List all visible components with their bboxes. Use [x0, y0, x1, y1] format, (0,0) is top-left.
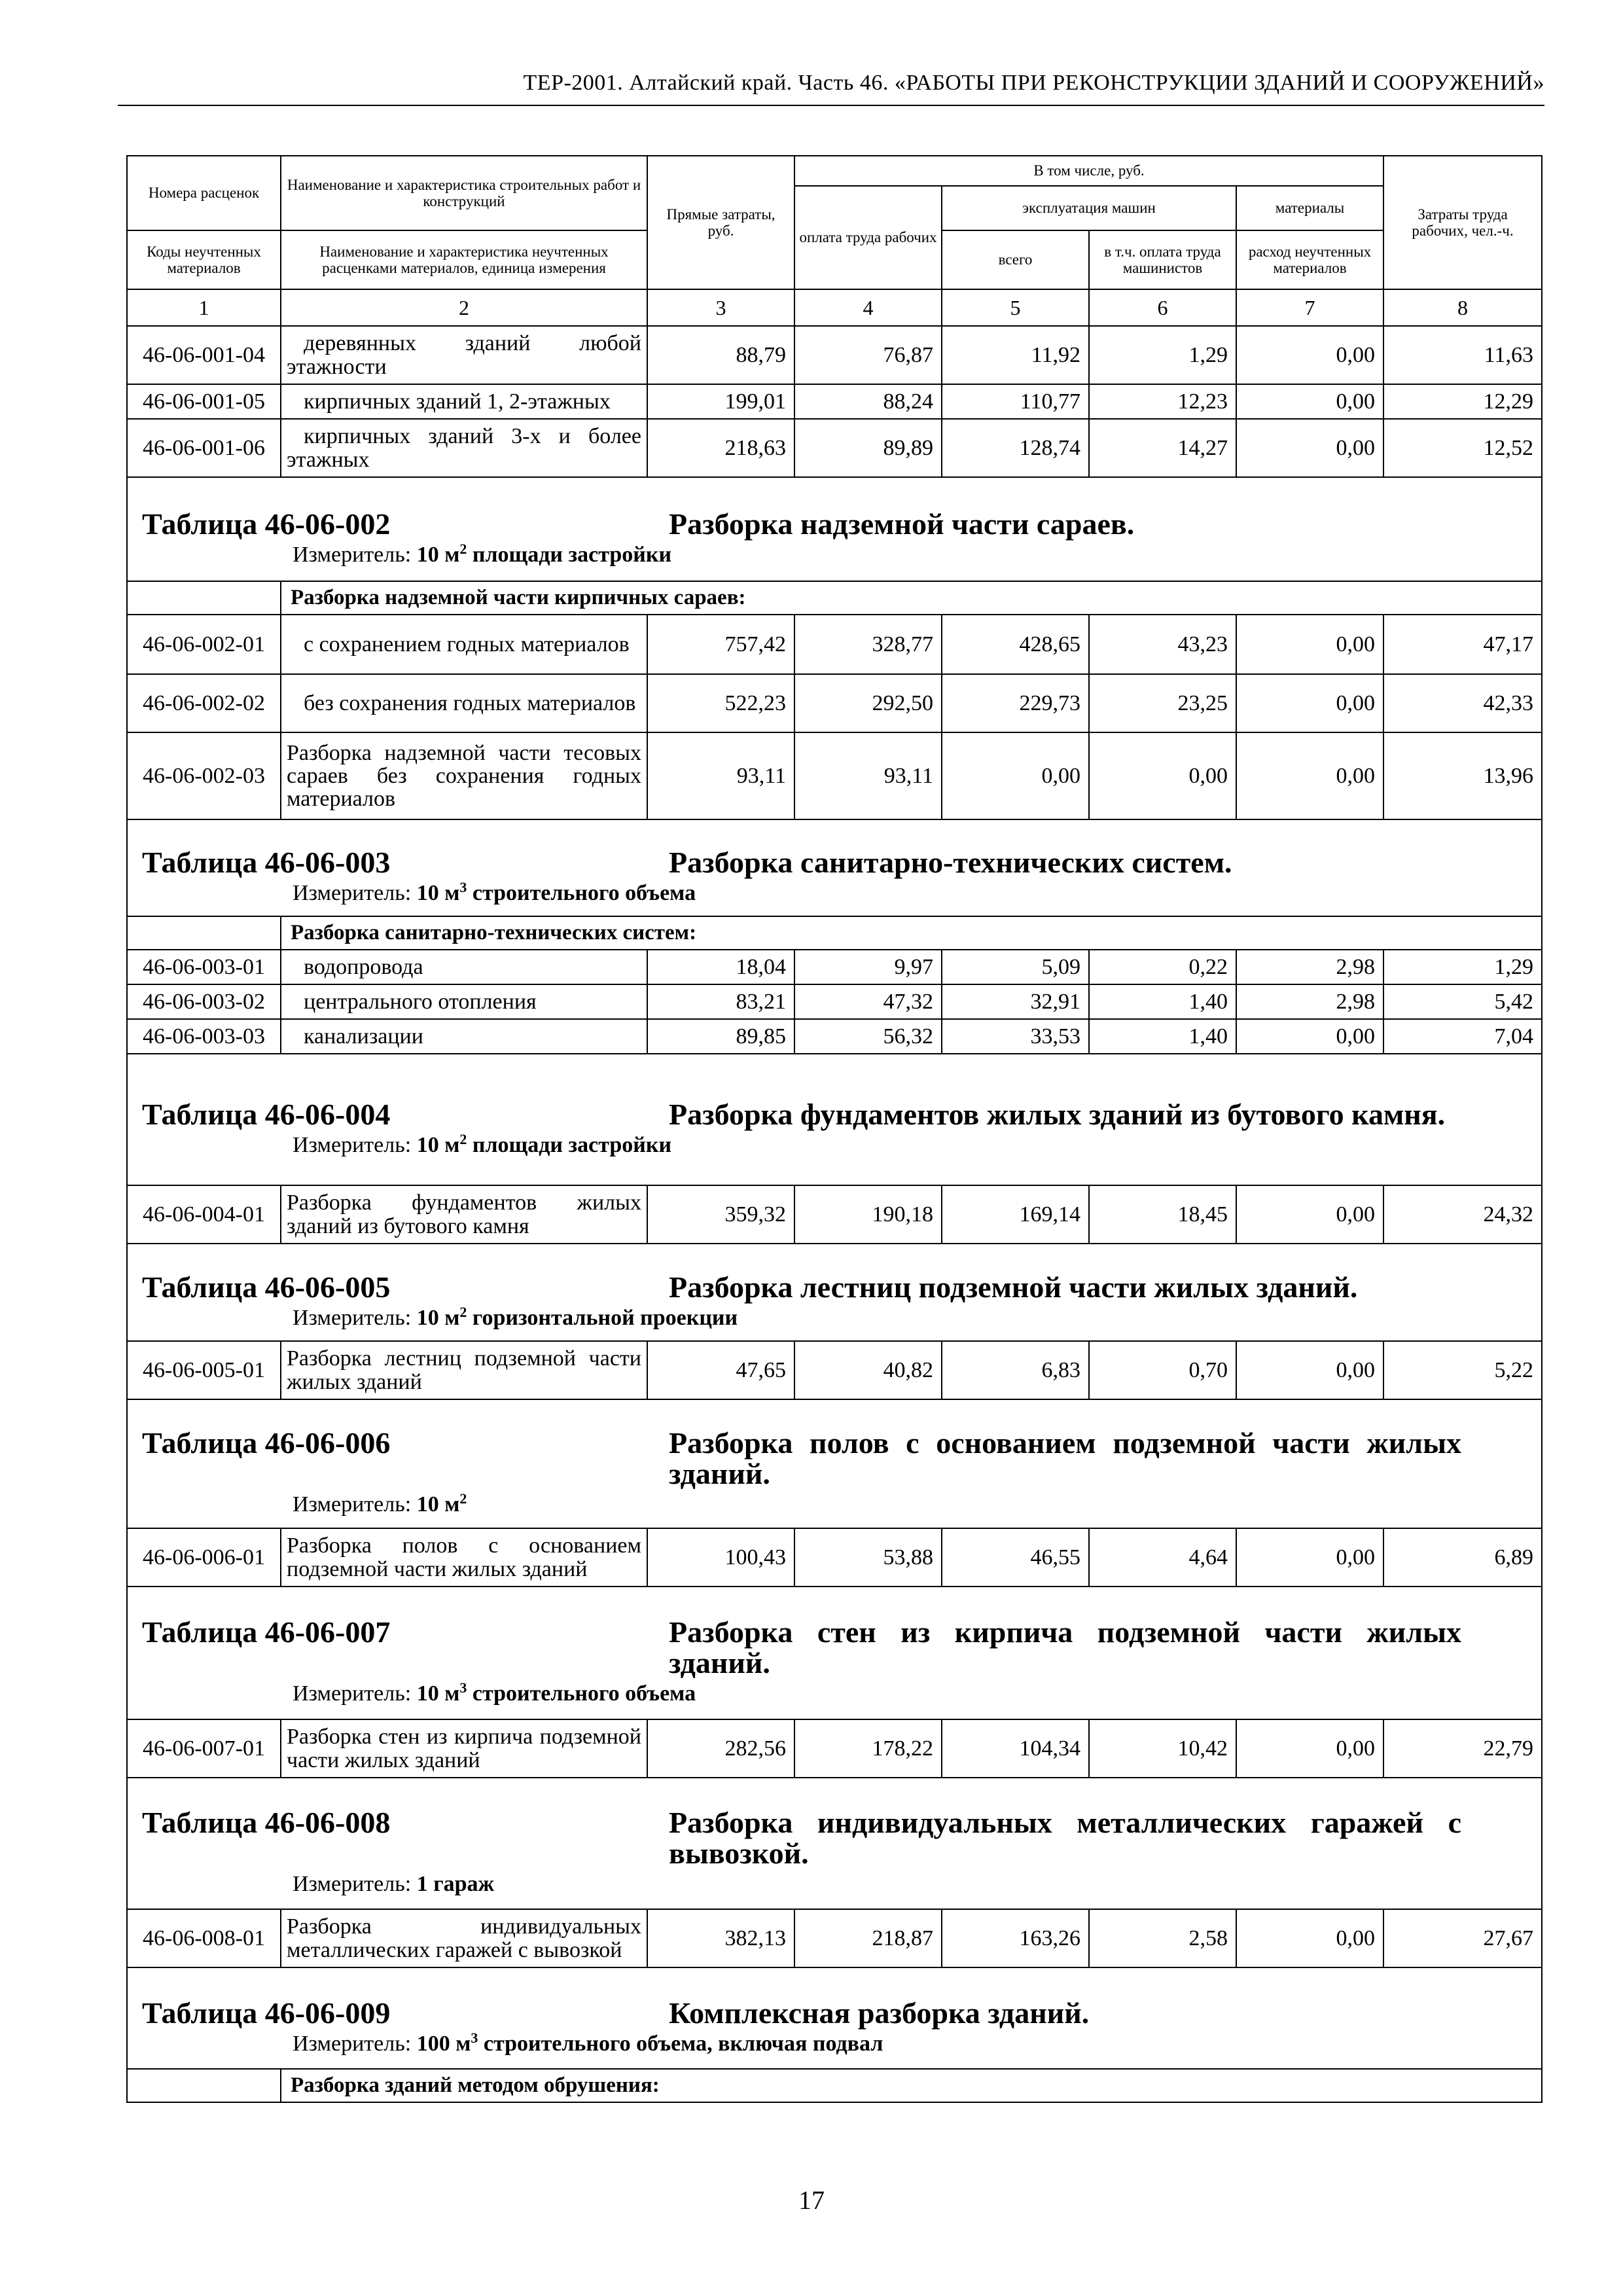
work-name: Разборка фундаментов жилых зданий из бутового камня	[281, 1185, 647, 1244]
direct-cost: 18,04	[647, 950, 794, 984]
running-header: ТЕР-2001. Алтайский край. Часть 46. «РАБОТЫ ПРИ РЕКОНСТРУКЦИИ ЗДАНИЙ И СООРУЖЕНИЙ»	[523, 71, 1544, 95]
measure-rest: площади застройки	[467, 1132, 672, 1157]
table-title: Разборка стен из кирпича подземной части жилых зданий.	[669, 1615, 1462, 1680]
section-header	[127, 1399, 1542, 1528]
labor-pay: 56,32	[794, 1019, 942, 1054]
table-title: Разборка санитарно-технических систем.	[669, 846, 1232, 880]
work-name: Разборка полов с основанием подземной части жилых зданий	[281, 1528, 647, 1587]
rate-code: 46-06-003-01	[127, 950, 281, 984]
machinists-pay: 18,45	[1089, 1185, 1236, 1244]
work-name: деревянных зданий любой этажности	[281, 326, 647, 384]
measure-unit	[293, 541, 1527, 569]
work-name: кирпичных зданий 3-х и более этажных	[281, 419, 647, 477]
table-row	[127, 1019, 1542, 1054]
rate-code: 46-06-001-05	[127, 384, 281, 419]
measure-label: Измеритель:	[293, 1681, 412, 1706]
labor-pay: 190,18	[794, 1185, 942, 1244]
machines-total: 104,34	[942, 1719, 1089, 1778]
header-col1-top: Номера расценок	[127, 156, 281, 230]
measure-value: 10 м	[416, 881, 460, 906]
labor-hours: 27,67	[1383, 1909, 1542, 1967]
table-row	[127, 950, 1542, 984]
subheading: Разборка зданий методом обрушения:	[281, 2069, 1542, 2102]
section-header	[127, 1778, 1542, 1909]
measure-exponent: 3	[471, 2029, 478, 2046]
machinists-pay: 1,40	[1089, 984, 1236, 1019]
materials-cost: 0,00	[1236, 326, 1383, 384]
column-number: 1	[127, 289, 281, 326]
labor-hours: 12,52	[1383, 419, 1542, 477]
materials-cost: 0,00	[1236, 1909, 1383, 1967]
measure-unit	[293, 880, 1527, 908]
column-number: 3	[647, 289, 794, 326]
rate-code: 46-06-002-01	[127, 615, 281, 674]
column-number: 4	[794, 289, 942, 326]
labor-pay: 40,82	[794, 1341, 942, 1399]
section-header	[127, 819, 1542, 916]
labor-hours: 24,32	[1383, 1185, 1542, 1244]
measure-label: Измеритель:	[293, 2031, 412, 2056]
machines-total: 11,92	[942, 326, 1089, 384]
subheading: Разборка надземной части кирпичных сараев:	[281, 581, 1542, 615]
direct-cost: 199,01	[647, 384, 794, 419]
measure-rest: строительного объема	[467, 1681, 696, 1706]
section-header	[127, 477, 1542, 581]
header-col7: расход неучтенных материалов	[1236, 230, 1383, 289]
machinists-pay: 1,29	[1089, 326, 1236, 384]
measure-unit	[293, 1491, 1527, 1519]
labor-pay: 47,32	[794, 984, 942, 1019]
table-code: Таблица 46-06-009	[142, 1996, 391, 2030]
section-header	[127, 1244, 1542, 1341]
table-row	[127, 1719, 1542, 1778]
rate-code: 46-06-006-01	[127, 1528, 281, 1587]
table-code: Таблица 46-06-002	[142, 507, 391, 541]
header-group: В том числе, руб.	[794, 156, 1383, 186]
header-col3: Прямые затраты, руб.	[647, 156, 794, 289]
labor-pay: 178,22	[794, 1719, 942, 1778]
machines-total: 6,83	[942, 1341, 1089, 1399]
machinists-pay: 4,64	[1089, 1528, 1236, 1587]
direct-cost: 47,65	[647, 1341, 794, 1399]
column-numbers-row	[127, 289, 1542, 326]
work-name: с сохранением годных материалов	[281, 615, 647, 674]
section-header	[127, 1587, 1542, 1719]
materials-cost: 0,00	[1236, 1528, 1383, 1587]
measure-exponent: 3	[459, 1679, 467, 1696]
machinists-pay: 0,00	[1089, 732, 1236, 819]
measure-label: Измеритель:	[293, 1492, 412, 1517]
machines-total: 110,77	[942, 384, 1089, 419]
machines-total: 33,53	[942, 1019, 1089, 1054]
labor-pay: 76,87	[794, 326, 942, 384]
labor-hours: 13,96	[1383, 732, 1542, 819]
labor-hours: 7,04	[1383, 1019, 1542, 1054]
table-row	[127, 1185, 1542, 1244]
table-row	[127, 419, 1542, 477]
header-rule	[118, 105, 1544, 106]
measure-rest: строительного объема, включая подвал	[478, 2031, 883, 2056]
labor-pay: 53,88	[794, 1528, 942, 1587]
table-code: Таблица 46-06-004	[142, 1097, 391, 1131]
measure-label: Измеритель:	[293, 1132, 412, 1157]
materials-cost: 0,00	[1236, 384, 1383, 419]
measure-unit	[293, 2030, 1527, 2058]
work-name: водопровода	[281, 950, 647, 984]
machines-total: 163,26	[942, 1909, 1089, 1967]
rate-code: 46-06-003-03	[127, 1019, 281, 1054]
table-row	[127, 1909, 1542, 1967]
labor-hours: 6,89	[1383, 1528, 1542, 1587]
header-materials: материалы	[1236, 186, 1383, 230]
measure-label: Измеритель:	[293, 881, 412, 906]
direct-cost: 359,32	[647, 1185, 794, 1244]
machinists-pay: 43,23	[1089, 615, 1236, 674]
labor-hours: 22,79	[1383, 1719, 1542, 1778]
measure-unit	[293, 1680, 1527, 1708]
measure-value: 10 м	[416, 1492, 460, 1517]
machines-total: 5,09	[942, 950, 1089, 984]
machinists-pay: 14,27	[1089, 419, 1236, 477]
table-row	[127, 384, 1542, 419]
rate-code: 46-06-001-06	[127, 419, 281, 477]
measure-exponent: 2	[459, 540, 467, 557]
direct-cost: 88,79	[647, 326, 794, 384]
rate-code: 46-06-004-01	[127, 1185, 281, 1244]
materials-cost: 0,00	[1236, 1719, 1383, 1778]
measure-rest: площади застройки	[467, 542, 672, 567]
direct-cost: 83,21	[647, 984, 794, 1019]
measure-label: Измеритель:	[293, 542, 412, 567]
measure-exponent: 2	[459, 1303, 467, 1320]
work-name: Разборка надземной части тесовых сараев без сохранения годных материалов	[281, 732, 647, 819]
header-col2-bottom: Наименование и характеристика неучтенных расценками материалов, единица измерения	[281, 230, 647, 289]
table-row	[127, 615, 1542, 674]
work-name: без сохранения годных материалов	[281, 674, 647, 732]
direct-cost: 93,11	[647, 732, 794, 819]
direct-cost: 522,23	[647, 674, 794, 732]
column-number: 8	[1383, 289, 1542, 326]
labor-pay: 88,24	[794, 384, 942, 419]
labor-pay: 218,87	[794, 1909, 942, 1967]
column-number: 7	[1236, 289, 1383, 326]
machines-total: 128,74	[942, 419, 1089, 477]
measure-rest: строительного объема	[467, 881, 696, 906]
machines-total: 428,65	[942, 615, 1089, 674]
direct-cost: 382,13	[647, 1909, 794, 1967]
labor-hours: 11,63	[1383, 326, 1542, 384]
machinists-pay: 23,25	[1089, 674, 1236, 732]
labor-hours: 42,33	[1383, 674, 1542, 732]
machines-total: 46,55	[942, 1528, 1089, 1587]
work-name: кирпичных зданий 1, 2-этажных	[281, 384, 647, 419]
header-col4: оплата труда рабочих	[794, 186, 942, 289]
subheading-row	[127, 916, 1542, 950]
direct-cost: 282,56	[647, 1719, 794, 1778]
rate-code: 46-06-001-04	[127, 326, 281, 384]
measure-unit	[293, 1304, 1527, 1333]
measure-value: 10 м	[416, 542, 460, 567]
measure-exponent: 2	[459, 1130, 467, 1147]
work-name: Разборка лестниц подземной части жилых зданий	[281, 1341, 647, 1399]
materials-cost: 0,00	[1236, 615, 1383, 674]
subheading-row	[127, 581, 1542, 615]
measure-exponent: 2	[459, 1490, 467, 1507]
table-code: Таблица 46-06-003	[142, 846, 391, 880]
labor-hours: 47,17	[1383, 615, 1542, 674]
table-row	[127, 1341, 1542, 1399]
materials-cost: 0,00	[1236, 1341, 1383, 1399]
labor-hours: 1,29	[1383, 950, 1542, 984]
measure-value: 100 м	[416, 2031, 471, 2056]
measure-value: 10 м	[416, 1305, 460, 1330]
work-name: центрального отопления	[281, 984, 647, 1019]
column-number: 2	[281, 289, 647, 326]
rate-code: 46-06-007-01	[127, 1719, 281, 1778]
table-row	[127, 984, 1542, 1019]
measure-label: Измеритель:	[293, 1872, 412, 1897]
machines-total: 0,00	[942, 732, 1089, 819]
rates-table	[126, 155, 1543, 2103]
table-title: Разборка индивидуальных металлических гаражей с вывозкой.	[669, 1806, 1462, 1871]
labor-pay: 292,50	[794, 674, 942, 732]
measure-value: 10 м	[416, 1681, 460, 1706]
materials-cost: 2,98	[1236, 984, 1383, 1019]
machinists-pay: 2,58	[1089, 1909, 1236, 1967]
table-title: Разборка лестниц подземной части жилых зданий.	[669, 1270, 1358, 1304]
table-code: Таблица 46-06-006	[142, 1426, 391, 1460]
subheading-row	[127, 2069, 1542, 2102]
measure-label: Измеритель:	[293, 1305, 412, 1330]
rate-code: 46-06-003-02	[127, 984, 281, 1019]
table-row	[127, 326, 1542, 384]
labor-hours: 5,42	[1383, 984, 1542, 1019]
table-code: Таблица 46-06-007	[142, 1615, 391, 1649]
work-name: канализации	[281, 1019, 647, 1054]
measure-exponent: 3	[459, 879, 467, 896]
column-number: 6	[1089, 289, 1236, 326]
rate-code: 46-06-002-02	[127, 674, 281, 732]
machines-total: 169,14	[942, 1185, 1089, 1244]
header-machines: эксплуатация машин	[942, 186, 1236, 230]
table-title: Разборка фундаментов жилых зданий из бутового камня.	[669, 1097, 1446, 1131]
measure-value: 1 гараж	[416, 1872, 495, 1897]
header-col8: Затраты труда рабочих, чел.-ч.	[1383, 156, 1542, 289]
direct-cost: 218,63	[647, 419, 794, 477]
materials-cost: 0,00	[1236, 674, 1383, 732]
header-col1-bottom: Коды неучтенных материалов	[127, 230, 281, 289]
direct-cost: 757,42	[647, 615, 794, 674]
labor-hours: 5,22	[1383, 1341, 1542, 1399]
rate-code: 46-06-002-03	[127, 732, 281, 819]
direct-cost: 89,85	[647, 1019, 794, 1054]
header-col2-top: Наименование и характеристика строительных работ и конструкций	[281, 156, 647, 230]
materials-cost: 0,00	[1236, 732, 1383, 819]
work-name: Разборка стен из кирпича подземной части жилых зданий	[281, 1719, 647, 1778]
materials-cost: 2,98	[1236, 950, 1383, 984]
measure-unit	[293, 1871, 1527, 1899]
work-name: Разборка индивидуальных металлических гаражей с вывозкой	[281, 1909, 647, 1967]
table-code: Таблица 46-06-008	[142, 1806, 391, 1840]
section-header	[127, 1054, 1542, 1185]
table-row	[127, 732, 1542, 819]
table-row	[127, 1528, 1542, 1587]
labor-pay: 9,97	[794, 950, 942, 984]
measure-value: 10 м	[416, 1132, 460, 1157]
table-row	[127, 674, 1542, 732]
rate-code: 46-06-008-01	[127, 1909, 281, 1967]
table-title: Разборка полов с основанием подземной части жилых зданий.	[669, 1426, 1462, 1491]
machinists-pay: 0,70	[1089, 1341, 1236, 1399]
machines-total: 229,73	[942, 674, 1089, 732]
table-title: Комплексная разборка зданий.	[669, 1996, 1090, 2030]
page-number: 17	[798, 2185, 825, 2215]
subheading: Разборка санитарно-технических систем:	[281, 916, 1542, 950]
labor-hours: 12,29	[1383, 384, 1542, 419]
machinists-pay: 10,42	[1089, 1719, 1236, 1778]
measure-unit	[293, 1132, 1527, 1160]
labor-pay: 89,89	[794, 419, 942, 477]
section-header	[127, 1967, 1542, 2069]
machinists-pay: 0,22	[1089, 950, 1236, 984]
header-col6: в т.ч. оплата труда машинистов	[1089, 230, 1236, 289]
materials-cost: 0,00	[1236, 1019, 1383, 1054]
table-title: Разборка надземной части сараев.	[669, 507, 1135, 541]
header-col5: всего	[942, 230, 1089, 289]
labor-pay: 328,77	[794, 615, 942, 674]
direct-cost: 100,43	[647, 1528, 794, 1587]
labor-pay: 93,11	[794, 732, 942, 819]
table-code: Таблица 46-06-005	[142, 1270, 391, 1304]
machines-total: 32,91	[942, 984, 1089, 1019]
materials-cost: 0,00	[1236, 419, 1383, 477]
materials-cost: 0,00	[1236, 1185, 1383, 1244]
machinists-pay: 12,23	[1089, 384, 1236, 419]
column-number: 5	[942, 289, 1089, 326]
rate-code: 46-06-005-01	[127, 1341, 281, 1399]
measure-rest: горизонтальной проекции	[467, 1305, 738, 1330]
machinists-pay: 1,40	[1089, 1019, 1236, 1054]
